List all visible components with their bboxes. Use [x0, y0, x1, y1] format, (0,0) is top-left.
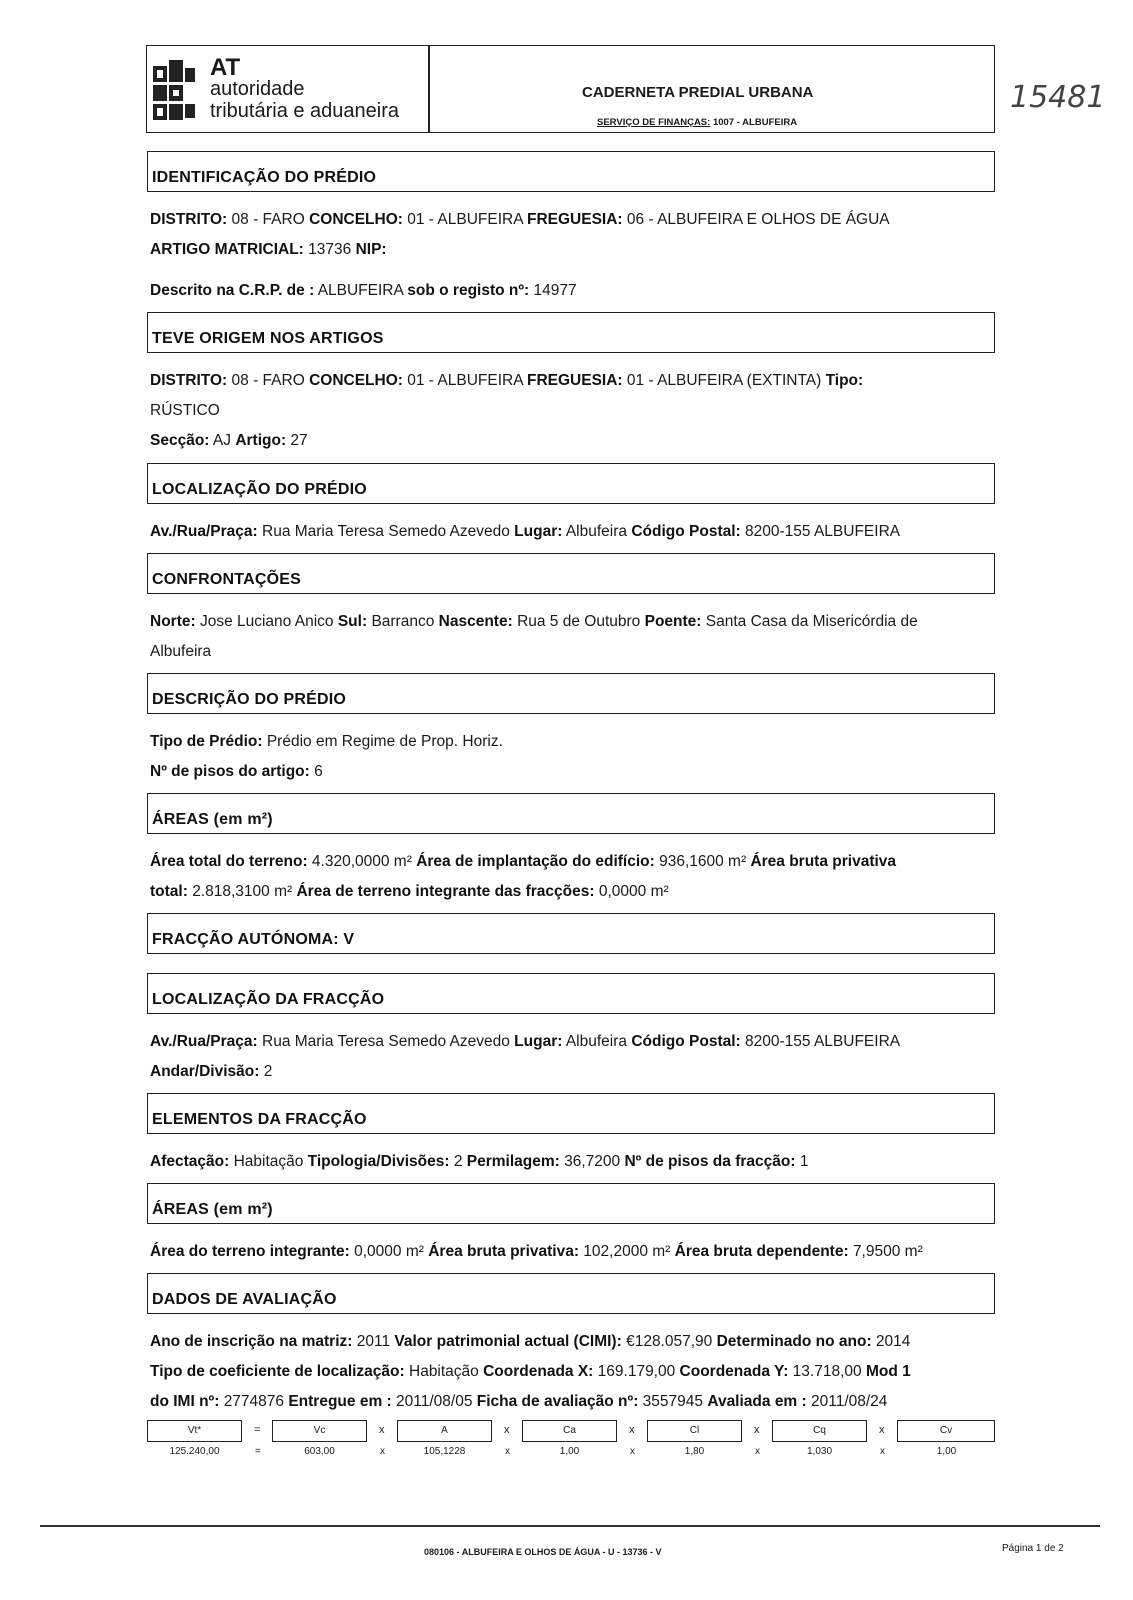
- norte-label: Norte:: [150, 613, 196, 630]
- crp-value: ALBUFEIRA: [317, 282, 403, 299]
- formula-eq-2: =: [255, 1446, 261, 1457]
- section-fraccao-autonoma: FRACÇÃO AUTÓNOMA: V: [147, 913, 995, 954]
- registo-value: 14977: [533, 282, 577, 299]
- at-logo-icon: [150, 50, 205, 130]
- ficha-label: Ficha de avaliação nº:: [476, 1393, 639, 1410]
- area-implantacao-label: Área de implantação do edifício:: [416, 853, 655, 870]
- brand-short: AT: [210, 54, 241, 81]
- formula-value-cv: 1,00: [936, 1446, 957, 1457]
- section-identificacao: IDENTIFICAÇÃO DO PRÉDIO: [147, 151, 995, 192]
- section-localizacao-predio: LOCALIZAÇÃO DO PRÉDIO: [147, 463, 995, 504]
- origem-concelho-label: CONCELHO:: [309, 372, 403, 389]
- ano-inscricao-label: Ano de inscrição na matriz:: [150, 1333, 353, 1350]
- distrito-value: 08 - FARO: [231, 211, 305, 228]
- nip-label: NIP:: [355, 241, 387, 258]
- fraccao-privativa-value: 102,2000 m²: [583, 1243, 671, 1260]
- fraccao-dependente-value: 7,9500 m²: [852, 1243, 923, 1260]
- formula-times-7: x: [505, 1446, 510, 1457]
- fraccao-rua-value: Rua Maria Teresa Semedo Azevedo: [262, 1033, 510, 1050]
- crp-label: Descrito na C.R.P. de :: [150, 282, 315, 299]
- seccao-value: AJ: [212, 432, 231, 449]
- sul-value: Barranco: [371, 613, 435, 630]
- service-value: 1007 - ALBUFEIRA: [712, 117, 798, 128]
- sul-label: Sul:: [337, 613, 368, 630]
- localizacao-fraccao-line1: [150, 1033, 900, 1051]
- fraccao-cp-label: Código Postal:: [631, 1033, 741, 1050]
- afectacao-value: Habitação: [233, 1153, 304, 1170]
- origem-freguesia-value: 01 - ALBUFEIRA (EXTINTA): [626, 372, 822, 389]
- formula-times-6: x: [380, 1446, 385, 1457]
- origem-tipo-value: RÚSTICO: [150, 402, 220, 419]
- permilagem-value: 36,7200: [564, 1153, 621, 1170]
- tipo-predio-value: Prédio em Regime de Prop. Horiz.: [266, 733, 503, 750]
- poente-label: Poente:: [644, 613, 702, 630]
- area-integrante-value: 0,0000 m²: [598, 883, 669, 900]
- pisos-artigo-value: 6: [314, 763, 323, 780]
- poente-value: Santa Casa da Misericórdia de: [705, 613, 918, 630]
- origem-tipo-label: Tipo:: [825, 372, 864, 389]
- valor-patrimonial-value: €128.057,90: [626, 1333, 713, 1350]
- fraccao-lugar-label: Lugar:: [514, 1033, 563, 1050]
- coeficiente-value: Habitação: [409, 1363, 479, 1380]
- predio-cp-label: Código Postal:: [631, 523, 741, 540]
- concelho-label: CONCELHO:: [309, 211, 403, 228]
- coeficiente-label: Tipo de coeficiente de localização:: [150, 1363, 405, 1380]
- norte-value: Jose Luciano Anico: [199, 613, 334, 630]
- coord-y-value: 13.718,00: [792, 1363, 862, 1380]
- formula-eq: =: [254, 1424, 261, 1436]
- poente-cont: Albufeira: [150, 643, 212, 660]
- andar-label: Andar/Divisão:: [150, 1063, 260, 1080]
- formula-box-cl: Cl: [647, 1420, 742, 1442]
- header-divider: [428, 45, 430, 133]
- footer-ref: 080106 - ALBUFEIRA E OLHOS DE ÁGUA - U - 13736 - V: [424, 1547, 662, 1557]
- area-bruta-label2: total:: [150, 883, 188, 900]
- formula-times-5: x: [879, 1424, 885, 1436]
- fraccao-rua-label: Av./Rua/Praça:: [150, 1033, 258, 1050]
- section-avaliacao: DADOS DE AVALIAÇÃO: [147, 1273, 995, 1314]
- identificacao-line3: [150, 282, 577, 300]
- pisos-artigo-label: Nº de pisos do artigo:: [150, 763, 310, 780]
- doc-title: CADERNETA PREDIAL URBANA: [582, 84, 814, 101]
- service-line: [597, 117, 797, 128]
- areas-predio-line1: [150, 853, 896, 871]
- brand-line2: tributária e aduaneira: [210, 100, 400, 122]
- formula-box-a: A: [397, 1420, 492, 1442]
- origem-line2: [150, 402, 220, 420]
- coord-x-label: Coordenada X:: [483, 1363, 594, 1380]
- formula-value-vc: 603,00: [304, 1446, 335, 1457]
- page-number: Página 1 de 2: [1002, 1543, 1064, 1554]
- formula-box-cq: Cq: [772, 1420, 867, 1442]
- tipo-predio-label: Tipo de Prédio:: [150, 733, 263, 750]
- area-total-value: 4.320,0000 m²: [311, 853, 412, 870]
- origem-artigo-value: 27: [290, 432, 308, 449]
- section-localizacao-fraccao: LOCALIZAÇÃO DA FRACÇÃO: [147, 973, 995, 1014]
- imi-value: 2774876: [223, 1393, 285, 1410]
- origem-artigo-label: Artigo:: [235, 432, 287, 449]
- area-implantacao-value: 936,1600 m²: [659, 853, 747, 870]
- service-label: SERVIÇO DE FINANÇAS:: [597, 117, 711, 128]
- descricao-line1: [150, 733, 503, 751]
- predio-lugar-label: Lugar:: [514, 523, 563, 540]
- footer-rule: [40, 1525, 1100, 1527]
- fraccao-privativa-label: Área bruta privativa:: [428, 1243, 579, 1260]
- elementos-line: [150, 1153, 808, 1171]
- formula-times-1: x: [379, 1424, 385, 1436]
- confrontacoes-line2: [150, 643, 211, 661]
- formula-box-cv: Cv: [897, 1420, 995, 1442]
- ano-inscricao-value: 2011: [356, 1333, 391, 1350]
- mod-label: Mod 1: [865, 1363, 911, 1380]
- section-descricao: DESCRIÇÃO DO PRÉDIO: [147, 673, 995, 714]
- localizacao-fraccao-line2: [150, 1063, 272, 1081]
- valor-patrimonial-label: Valor patrimonial actual (CIMI):: [394, 1333, 622, 1350]
- section-origem: TEVE ORIGEM NOS ARTIGOS: [147, 312, 995, 353]
- areas-fraccao-line: [150, 1243, 923, 1261]
- formula-value-cl: 1,80: [684, 1446, 705, 1457]
- andar-value: 2: [263, 1063, 273, 1080]
- formula-times-8: x: [630, 1446, 635, 1457]
- freguesia-label: FREGUESIA:: [527, 211, 623, 228]
- area-integrante-label: Área de terreno integrante das fracções:: [296, 883, 595, 900]
- predio-lugar-value: Albufeira: [565, 523, 628, 540]
- formula-times-9: x: [755, 1446, 760, 1457]
- formula-times-3: x: [629, 1424, 635, 1436]
- coord-x-value: 169.179,00: [597, 1363, 676, 1380]
- permilagem-label: Permilagem:: [466, 1153, 560, 1170]
- origem-distrito-value: 08 - FARO: [231, 372, 305, 389]
- determinado-label: Determinado no ano:: [716, 1333, 872, 1350]
- ficha-value: 3557945: [642, 1393, 704, 1410]
- fraccao-cp-value: 8200-155 ALBUFEIRA: [745, 1033, 901, 1050]
- pisos-fraccao-value: 1: [799, 1153, 809, 1170]
- origem-freguesia-label: FREGUESIA:: [527, 372, 623, 389]
- origem-concelho-value: 01 - ALBUFEIRA: [407, 372, 523, 389]
- formula-value-cq: 1,030: [806, 1446, 833, 1457]
- formula-times-10: x: [880, 1446, 885, 1457]
- entregue-label: Entregue em :: [288, 1393, 392, 1410]
- avaliacao-line2: [150, 1363, 911, 1381]
- predio-rua-label: Av./Rua/Praça:: [150, 523, 258, 540]
- area-bruta-label: Área bruta privativa: [750, 853, 897, 870]
- formula-box-vt: Vt*: [147, 1420, 242, 1442]
- imi-label: do IMI nº:: [150, 1393, 220, 1410]
- predio-rua-value: Rua Maria Teresa Semedo Azevedo: [262, 523, 510, 540]
- section-confrontacoes: CONFRONTAÇÕES: [147, 553, 995, 594]
- predio-cp-value: 8200-155 ALBUFEIRA: [745, 523, 901, 540]
- avaliada-label: Avaliada em :: [707, 1393, 807, 1410]
- distrito-label: DISTRITO:: [150, 211, 228, 228]
- coord-y-label: Coordenada Y:: [679, 1363, 789, 1380]
- avaliacao-line1: [150, 1333, 910, 1351]
- formula-value-a: 105,1228: [423, 1446, 466, 1457]
- section-elementos: ELEMENTOS DA FRACÇÃO: [147, 1093, 995, 1134]
- avaliada-value: 2011/08/24: [811, 1393, 888, 1410]
- identificacao-line1: [150, 211, 890, 229]
- avaliacao-line3: [150, 1393, 887, 1411]
- tipologia-label: Tipologia/Divisões:: [307, 1153, 450, 1170]
- fraccao-integrante-label: Área do terreno integrante:: [150, 1243, 350, 1260]
- handwritten-number: 15481: [1010, 80, 1106, 115]
- nascente-label: Nascente:: [438, 613, 513, 630]
- tipologia-value: 2: [453, 1153, 463, 1170]
- origem-distrito-label: DISTRITO:: [150, 372, 228, 389]
- afectacao-label: Afectação:: [150, 1153, 230, 1170]
- area-total-label: Área total do terreno:: [150, 853, 308, 870]
- section-areas-predio: ÁREAS (em m²): [147, 793, 995, 834]
- seccao-label: Secção:: [150, 432, 210, 449]
- artigo-label: ARTIGO MATRICIAL:: [150, 241, 304, 258]
- brand-line1: autoridade: [210, 78, 305, 100]
- confrontacoes-line1: [150, 613, 918, 631]
- determinado-value: 2014: [875, 1333, 911, 1350]
- nascente-value: Rua 5 de Outubro: [517, 613, 641, 630]
- concelho-value: 01 - ALBUFEIRA: [407, 211, 523, 228]
- pisos-fraccao-label: Nº de pisos da fracção:: [624, 1153, 796, 1170]
- identificacao-line2: [150, 241, 387, 259]
- origem-line1: [150, 372, 863, 390]
- formula-value-ca: 1,00: [559, 1446, 580, 1457]
- freguesia-value: 06 - ALBUFEIRA E OLHOS DE ÁGUA: [626, 211, 890, 228]
- formula-times-2: x: [504, 1424, 510, 1436]
- formula-box-vc: Vc: [272, 1420, 367, 1442]
- fraccao-integrante-value: 0,0000 m²: [354, 1243, 424, 1260]
- formula-box-ca: Ca: [522, 1420, 617, 1442]
- origem-line3: [150, 432, 308, 450]
- formula-times-4: x: [754, 1424, 760, 1436]
- area-bruta-value: 2.818,3100 m²: [192, 883, 293, 900]
- fraccao-dependente-label: Área bruta dependente:: [674, 1243, 849, 1260]
- descricao-line2: [150, 763, 323, 781]
- section-areas-fraccao: ÁREAS (em m²): [147, 1183, 995, 1224]
- areas-predio-line2: [150, 883, 669, 901]
- entregue-value: 2011/08/05: [396, 1393, 473, 1410]
- fraccao-lugar-value: Albufeira: [565, 1033, 628, 1050]
- formula-value-vt: 125.240,00: [169, 1446, 220, 1457]
- artigo-value: 13736: [308, 241, 352, 258]
- registo-label: sob o registo nº:: [407, 282, 530, 299]
- localizacao-predio-line: [150, 523, 900, 541]
